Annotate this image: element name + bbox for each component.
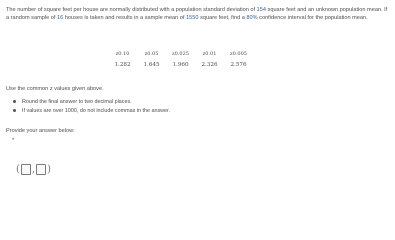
z-table-value: 2.326 (201, 62, 218, 68)
close-paren: ) (47, 164, 51, 175)
sigma-value: 154 (256, 7, 266, 13)
bullet-icon (13, 100, 16, 103)
question-text (6, 6, 390, 23)
confidence-level-value: 80% (246, 15, 258, 22)
sample-size-value: 16 (57, 15, 64, 22)
z-table-value: 1.960 (172, 62, 189, 68)
z-table-header: z0.05 (144, 51, 159, 57)
question-part: houses is taken and results in a sample mean of (63, 15, 187, 22)
upper-bound-input[interactable] (36, 164, 46, 175)
z-table-header-row (108, 51, 282, 60)
z-table-header: z0.10 (115, 51, 130, 57)
question-part: confidence interval for the population mean. (257, 15, 368, 22)
sample-mean-value: 1550 (186, 15, 199, 22)
question-part: square feet and an unknown population mean. If a random sample of (6, 7, 388, 22)
required-mark: * (12, 138, 15, 144)
z-table-header: z0.005 (230, 51, 247, 57)
z-table-value: 1.282 (114, 62, 131, 68)
z-table-value: 1.645 (143, 62, 160, 68)
list-item (13, 106, 170, 115)
answer-prompt: Provide your answer below: (6, 128, 75, 134)
question-part: square feet, find a (198, 15, 247, 22)
question-part: The number of square feet per house are normally distributed with a population standard deviation of (6, 7, 257, 13)
comma-separator: , (31, 164, 36, 175)
z-table-value-row (108, 62, 282, 68)
instruction-list (13, 97, 170, 115)
z-value-table (108, 51, 282, 68)
answer-interval-input (16, 164, 51, 175)
bullet-icon (13, 109, 16, 112)
list-item-text: If values are over 1000, do not include commas in the answer. (22, 107, 171, 114)
z-table-header: z0.01 (202, 51, 217, 57)
list-item (13, 97, 170, 106)
z-table-header: z0.025 (172, 51, 189, 57)
list-item-text: Round the final answer to two decimal places. (22, 98, 132, 105)
z-table-value: 2.576 (230, 62, 247, 68)
instruction-text: Use the common z values given above. (6, 86, 104, 92)
lower-bound-input[interactable] (21, 164, 31, 175)
open-paren: ( (16, 164, 20, 175)
